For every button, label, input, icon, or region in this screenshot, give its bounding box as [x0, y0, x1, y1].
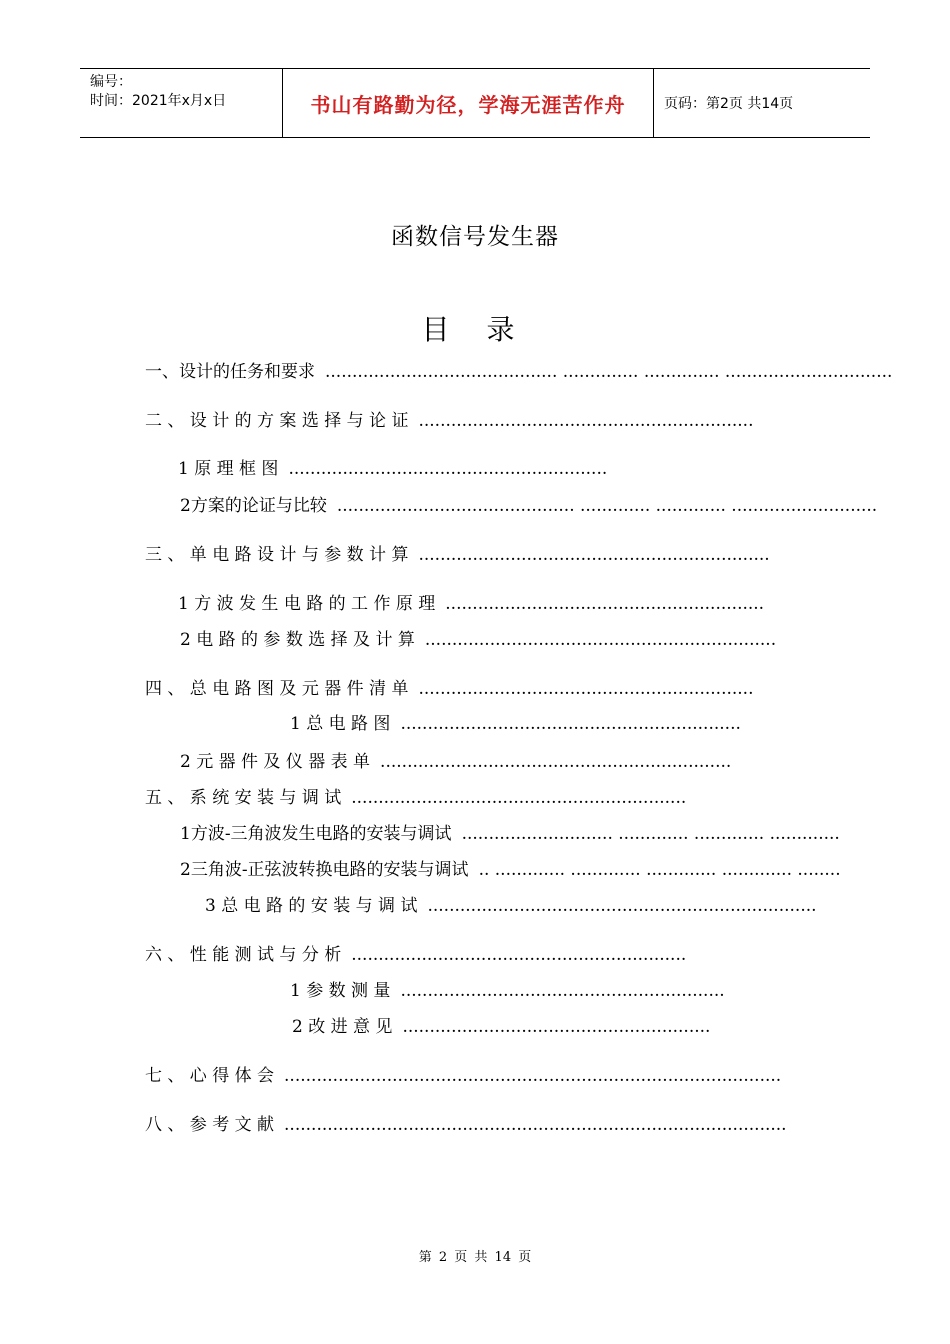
toc-entry-label: 2三角波-正弦波转换电路的安装与调试	[180, 860, 469, 880]
toc-entry-label: 三 、 单 电 路 设 计 与 参 数 计 算	[145, 545, 409, 565]
toc-entry[interactable]	[145, 940, 806, 965]
toc-entry-label: 1 原 理 框 图	[178, 459, 279, 479]
toc-entry-label: 七 、 心 得 体 会	[145, 1066, 275, 1086]
toc-entry-dots: .................................................................	[424, 630, 777, 650]
toc-entry-dots: ...........................................................	[288, 459, 608, 479]
toc-entry[interactable]	[145, 357, 893, 382]
toc-entry[interactable]	[290, 976, 806, 1001]
toc-entry-label: 2 电 路 的 参 数 选 择 及 计 算	[180, 630, 415, 650]
document-title: 函数信号发生器	[391, 224, 559, 250]
toc-entry[interactable]	[145, 406, 806, 431]
toc-entry[interactable]	[205, 891, 817, 916]
toc-entry-label: 1方波-三角波发生电路的安装与调试	[180, 824, 452, 844]
toc-entry[interactable]	[180, 747, 806, 772]
header-motto: 书山有路勤为径，学海无涯苦作舟	[282, 69, 654, 137]
toc-entry-dots: .................................................................	[380, 752, 732, 772]
toc-entry-dots: ...........................................................	[445, 594, 765, 614]
toc-entry-dots: .................................................................	[418, 545, 770, 565]
toc-entry[interactable]	[145, 783, 806, 808]
toc-entry-label: 2 元 器 件 及 仪 器 表 单	[180, 752, 371, 772]
toc-entry-dots: ............................ ............. ............. .............	[461, 824, 840, 844]
toc-entry-dots: .............................................................................................	[284, 1115, 787, 1135]
toc-entry-dots: .........................................................	[402, 1017, 711, 1037]
toc-entry-dots: ............................................ ............. ............. ...........................	[336, 496, 878, 516]
toc-entry-label: 2方案的论证与比较	[180, 496, 327, 516]
toc-entry[interactable]	[180, 625, 806, 650]
toc-title: 目 录	[421, 313, 529, 346]
toc-entry-label: 3 总 电 路 的 安 装 与 调 试	[205, 896, 418, 916]
number-label: 编号：	[90, 74, 132, 90]
toc-entry-dots: ..............................................................	[351, 788, 687, 808]
toc-entry[interactable]	[178, 454, 806, 479]
toc-entry[interactable]	[145, 1110, 806, 1135]
toc-entry-dots: ........................................................................	[427, 896, 817, 916]
toc-entry[interactable]	[145, 1061, 806, 1086]
toc-entry[interactable]	[180, 491, 878, 516]
toc-entry[interactable]	[145, 674, 806, 699]
toc-entry-label: 一、设计的任务和要求	[145, 362, 315, 382]
toc-entry-label: 八 、 参 考 文 献	[145, 1115, 275, 1135]
toc-entry[interactable]	[180, 855, 841, 880]
toc-entry[interactable]	[145, 540, 806, 565]
toc-entry-dots: ..............................................................	[351, 945, 687, 965]
toc-entry[interactable]	[178, 589, 806, 614]
toc-entry-dots: ...............................................................	[400, 714, 741, 734]
toc-entry-label: 五 、 系 统 安 装 与 调 试	[145, 788, 342, 808]
toc-entry-dots: ............................................................	[400, 981, 725, 1001]
toc-entry-label: 二 、 设 计 的 方 案 选 择 与 论 证	[145, 411, 409, 431]
page-header	[80, 68, 870, 138]
toc-entry-dots: ..............................................................	[418, 411, 754, 431]
time-label: 时间：2021年x月x日	[90, 93, 227, 109]
toc-entry-label: 1 方 波 发 生 电 路 的 工 作 原 理	[178, 594, 436, 614]
toc-entry-label: 六 、 性 能 测 试 与 分 析	[145, 945, 342, 965]
toc-entry-label: 2 改 进 意 见	[292, 1017, 393, 1037]
toc-entry-label: 1 参 数 测 量	[290, 981, 391, 1001]
toc-entry-dots: ............................................................................................	[284, 1066, 782, 1086]
toc-entry-dots: ..............................................................	[418, 679, 754, 699]
toc-entry-dots: ........................................... .............. .............. ...............................	[325, 362, 893, 382]
header-meta	[80, 69, 282, 137]
toc-entry[interactable]	[180, 819, 840, 844]
toc-entry[interactable]	[292, 1012, 806, 1037]
toc-entry[interactable]	[290, 709, 806, 734]
toc-entry-dots: .. ............. ............. ............. ............. ........	[478, 860, 841, 880]
header-page-info: 页码：第2页 共14页	[664, 96, 794, 112]
page-footer: 第 2 页 共 14 页	[418, 1250, 532, 1265]
toc-entry-label: 1 总 电 路 图	[290, 714, 391, 734]
toc-entry-label: 四 、 总 电 路 图 及 元 器 件 清 单	[145, 679, 409, 699]
